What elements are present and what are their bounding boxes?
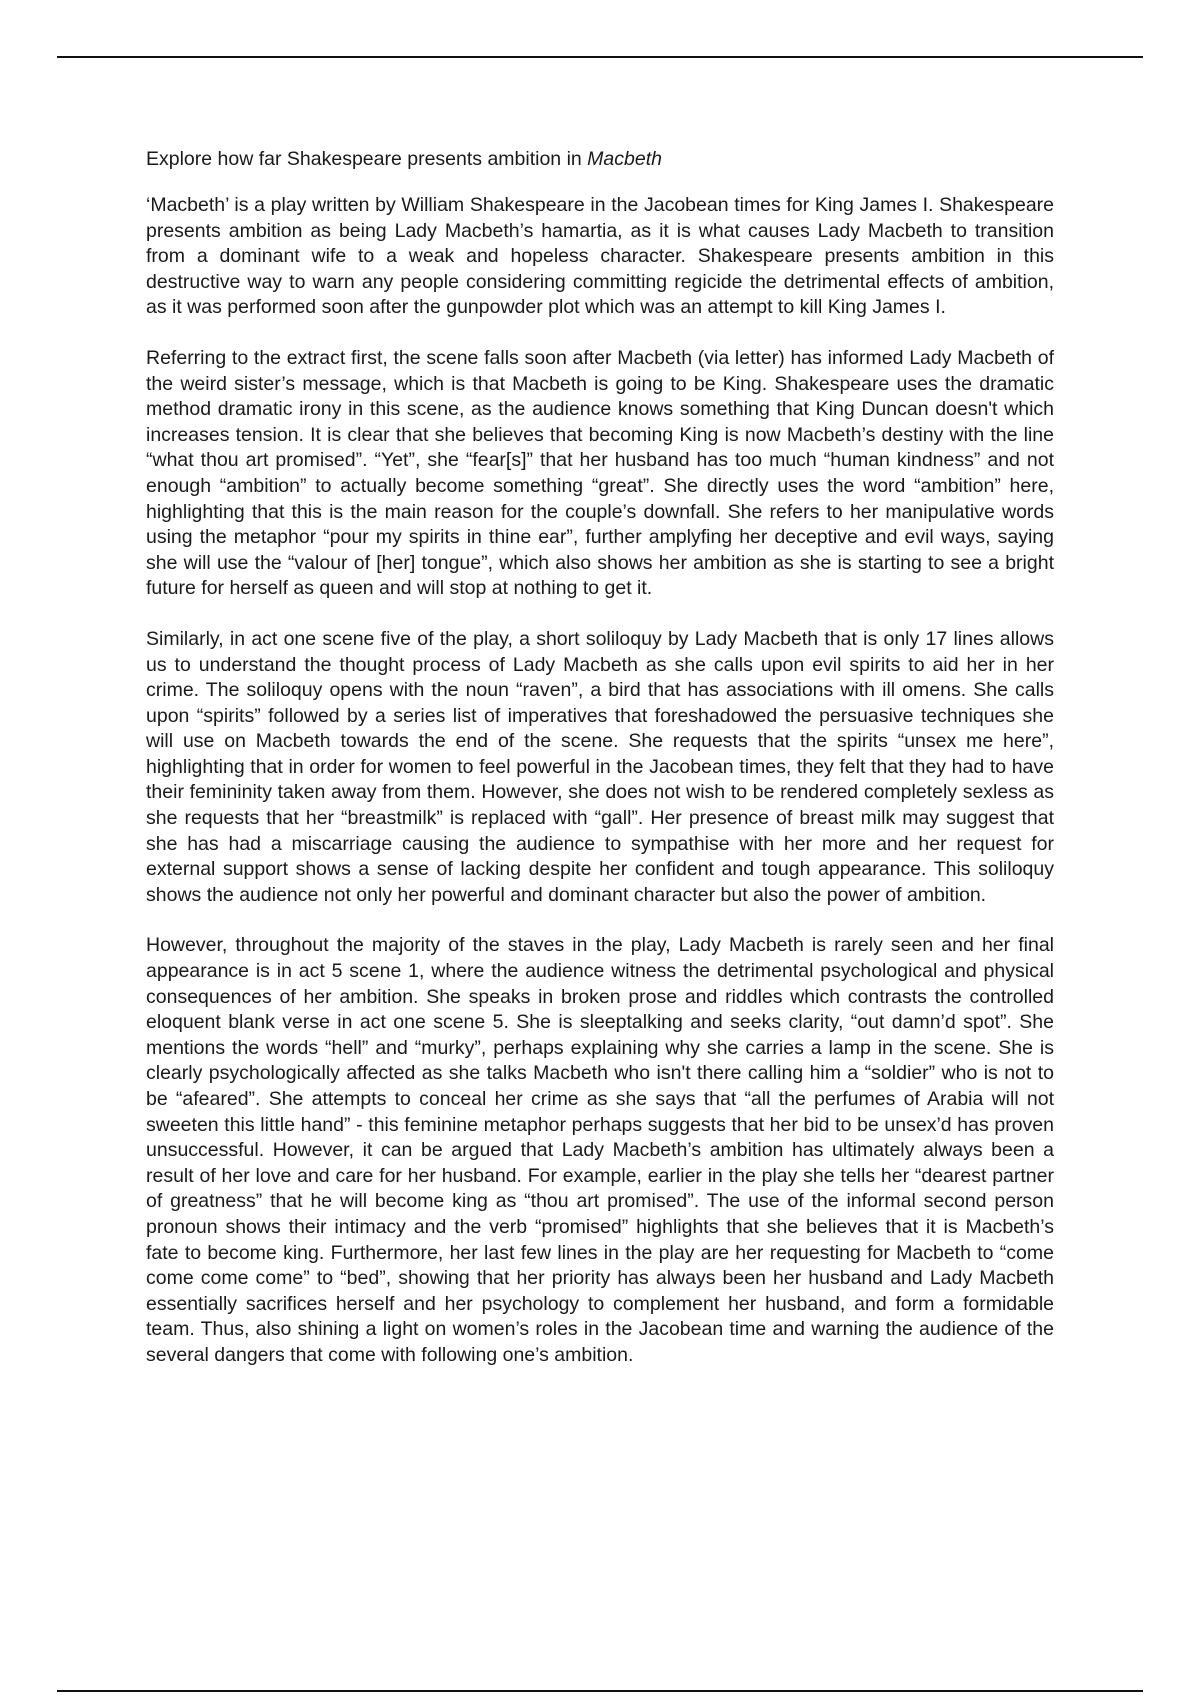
essay-title-italic: Macbeth: [587, 148, 662, 170]
essay-title: [146, 146, 1054, 172]
paragraph-final-appearance: However, throughout the majority of the staves in the play, Lady Macbeth is rarely seen and her final appearance is in act 5 scene 1, where the audience witness the detrimental psychological and physical consequences of her ambition. She speaks in broken prose and riddles which contrasts the controlled eloquent blank verse in act one scene 5. She is sleeptalking and seeks clarity, “out damn’d spot”. She mentions the words “hell” and “murky”, perhaps explaining why she carries a lamp in the scene. She is clearly psychologically affected as she talks Macbeth who isn't there calling him a “soldier” who is not to be “afeared”. She attempts to conceal her crime as she says that “all the perfumes of Arabia will not sweeten this little hand” - this feminine metaphor perhaps suggests that her bid to be unsex’d has proven unsuccessful. However, it can be argued that Lady Macbeth’s ambition has ultimately always been a result of her love and care for her husband. For example, earlier in the play she tells her “dearest partner of greatness” that he will become king as “thou art promised”. The use of the informal second person pronoun shows their intimacy and the verb “promised” highlights that she believes that it is Macbeth’s fate to become king. Furthermore, her last few lines in the play are her requesting for Macbeth to “come come come come” to “bed”, showing that her priority has always been her husband and Lady Macbeth essentially sacrifices herself and her psychology to complement her husband, and form a formidable team. Thus, also shining a light on women’s roles in the Jacobean time and warning the audience of the several dangers that come with following one’s ambition.: [146, 934, 1054, 1366]
essay-title-text: Explore how far Shakespeare presents ambition in: [146, 148, 588, 170]
top-divider: [57, 56, 1143, 58]
bottom-divider: [57, 1690, 1143, 1692]
paragraph-introduction: ‘Macbeth’ is a play written by William Shakespeare in the Jacobean times for King James I. Shakespeare presents ambition as being Lady Macbeth’s hamartia, as it is what causes Lady Macbeth to transition from a dominant wife to a weak and hopeless character. Shakespeare presents ambition in this destructive way to warn any people considering committing regicide the detrimental effects of ambition, as it was performed soon after the gunpowder plot which was an attempt to kill King James I.: [146, 194, 1054, 319]
paragraph-extract: Referring to the extract first, the scene falls soon after Macbeth (via letter) has informed Lady Macbeth of the weird sister’s message, which is that Macbeth is going to be King. Shakespeare uses the dramatic method dramatic irony in this scene, as the audience knows something that King Duncan doesn't which increases tension. It is clear that she believes that becoming King is now Macbeth’s destiny with the line “what thou art promised”. “Yet”, she “fear[s]” that her husband has too much “human kindness” and not enough “ambition” to actually become something “great”. She directly uses the word “ambition” here, highlighting that this is the main reason for the couple’s downfall. She refers to her manipulative words using the metaphor “pour my spirits in thine ear”, further amplyfing her deceptive and evil ways, saying she will use the “valour of [her] tongue”, which also shows her ambition as she is starting to see a bright future for herself as queen and will stop at nothing to get it.: [146, 346, 1054, 600]
paragraph-soliloquy: Similarly, in act one scene five of the play, a short soliloquy by Lady Macbeth that is only 17 lines allows us to understand the thought process of Lady Macbeth as she calls upon evil spirits to aid her in her crime. The soliloquy opens with the noun “raven”, a bird that has associations with ill omens. She calls upon “spirits” followed by a series list of imperatives that foreshadowed the persuasive techniques she will use on Macbeth towards the end of the scene. She requests that the spirits “unsex me here”, highlighting that in order for women to feel powerful in the Jacobean times, they felt that they had to have their femininity taken away from them. However, she does not wish to be rendered completely sexless as she requests that her “breastmilk” is replaced with “gall”. Her presence of breast milk may suggest that she has had a miscarriage causing the audience to sympathise with her more and her request for external support shows a sense of lacking despite her confident and tough appearance. This soliloquy shows the audience not only her powerful and dominant character but also the power of ambition.: [146, 627, 1054, 906]
essay-body: [146, 146, 1054, 1394]
